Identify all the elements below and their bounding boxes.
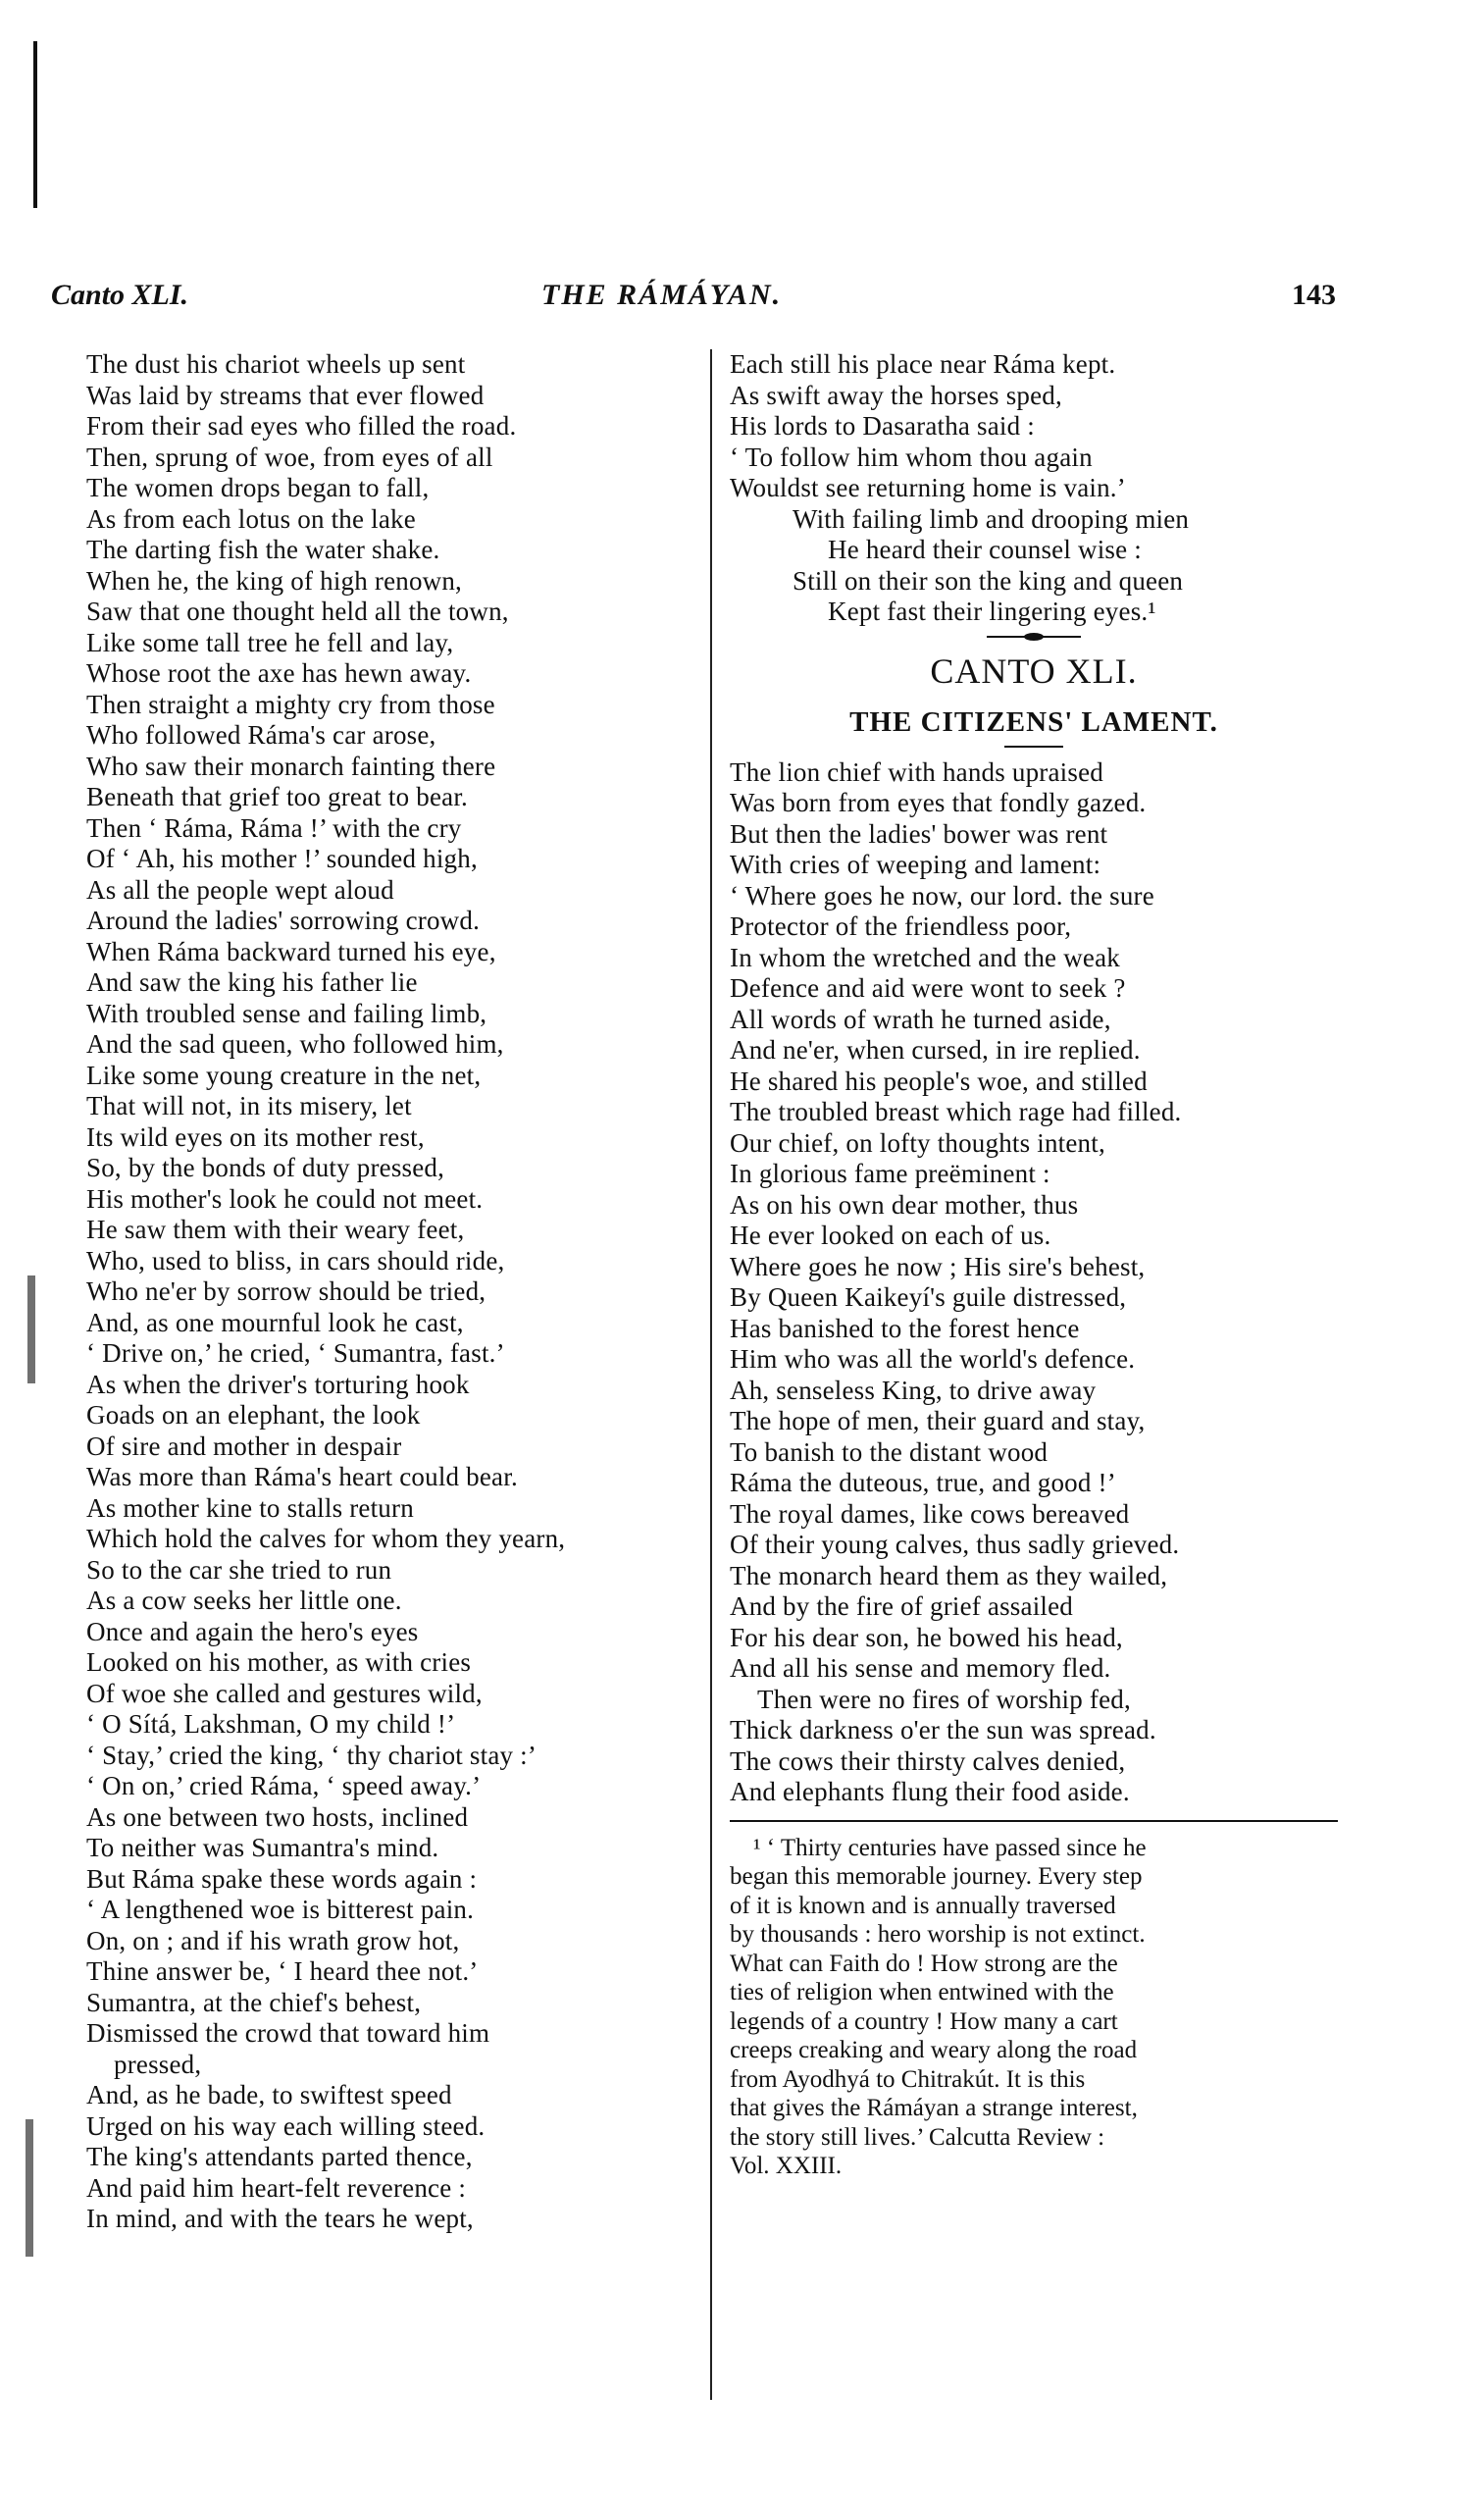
verse-line: Then, sprung of woe, from eyes of all [86, 442, 493, 472]
verse-line: ‘ To follow him whom thou again [730, 442, 1093, 472]
verse-line: The monarch heard them as they wailed, [730, 1560, 1168, 1590]
verse-line: From their sad eyes who filled the road. [86, 411, 517, 441]
verse-line: Was more than Ráma's heart could bear. [86, 1462, 518, 1491]
canto-heading: CANTO XLI. [930, 651, 1138, 691]
subheading-rule [1004, 746, 1063, 748]
verse-line: Who, used to bliss, in cars should ride, [86, 1245, 505, 1275]
verse-line: With failing limb and drooping mien [793, 503, 1190, 534]
verse-line: Kept fast their lingering eyes.¹ [828, 597, 1156, 626]
page-header [51, 279, 1336, 318]
verse-line: And all his sense and memory fled. [730, 1653, 1111, 1683]
verse-line: Was laid by streams that ever flowed [86, 380, 485, 410]
footnote-line: by thousands : hero worship is not extinct. [730, 1921, 1146, 1948]
left-margin-speck [27, 1275, 35, 1383]
verse-line: As mother kine to stalls return [86, 1492, 414, 1523]
verse-line: Has banished to the forest hence [730, 1313, 1080, 1343]
verse-line: Of woe she called and gestures wild, [86, 1678, 483, 1708]
verse-line: That will not, in its misery, let [86, 1091, 412, 1120]
verse-line: To neither was Sumantra's mind. [86, 1833, 439, 1862]
verse-line: Of sire and mother in despair [86, 1431, 402, 1461]
verse-line: So, by the bonds of duty pressed, [86, 1153, 445, 1182]
running-head-canto: Canto XLI. [51, 279, 189, 311]
verse-line: And paid him heart-felt reverence : [86, 2172, 467, 2203]
right-column [730, 349, 1338, 2181]
verse-line: ‘ On on,’ cried Ráma, ‘ speed away.’ [86, 1771, 482, 1800]
canto-verse-body [730, 757, 1338, 1808]
verse-line: For his dear son, he bowed his head, [730, 1622, 1123, 1652]
verse-line: Urged on his way each willing steed. [86, 2110, 486, 2141]
verse-line: Dismissed the crowd that toward him [86, 2018, 490, 2048]
verse-line: As from each lotus on the lake [86, 503, 416, 534]
verse-line: In glorious fame preëminent : [730, 1159, 1050, 1188]
verse-line: Around the ladies' sorrowing crowd. [86, 906, 481, 935]
verse-line: When he, the king of high renown, [86, 565, 463, 596]
verse-line: Goads on an elephant, the look [86, 1400, 421, 1430]
verse-line: Still on their son the king and queen [793, 565, 1184, 596]
verse-continuation [730, 349, 1338, 504]
verse-line: The women drops began to fall, [86, 473, 430, 502]
verse-line: The king's attendants parted thence, [86, 2142, 473, 2171]
verse-line: Thine answer be, ‘ I heard thee not.’ [86, 1956, 479, 1986]
verse-line: Him who was all the world's defence. [730, 1344, 1136, 1374]
verse-line: The cows their thirsty calves denied, [730, 1745, 1126, 1776]
verse-line: Wouldst see returning home is vain.’ [730, 473, 1126, 502]
verse-line: ‘ Stay,’ cried the king, ‘ thy chariot stay :’ [86, 1740, 537, 1770]
verse-line: The royal dames, like cows bereaved [730, 1498, 1130, 1529]
left-column [86, 349, 694, 2235]
verse-line: Thick darkness o'er the sun was spread. [730, 1715, 1156, 1744]
verse-line: Who followed Ráma's car arose, [86, 720, 436, 750]
verse-line: Who saw their monarch fainting there [86, 751, 496, 781]
verse-line: Of ‘ Ah, his mother !’ sounded high, [86, 844, 478, 873]
verse-line: In whom the wretched and the weak [730, 942, 1120, 972]
verse-line: All words of wrath he turned aside, [730, 1004, 1111, 1034]
verse-line: Each still his place near Ráma kept. [730, 349, 1116, 379]
verse-line: He shared his people's woe, and stilled [730, 1066, 1148, 1096]
verse-line: The lion chief with hands upraised [730, 756, 1103, 787]
verse-line: Which hold the calves for whom they yearn, [86, 1524, 566, 1553]
footnote-line: legends of a country ! How many a cart [730, 2007, 1118, 2035]
column-divider [710, 349, 712, 2400]
footnote-line: the story still lives.’ Calcutta Review : [730, 2123, 1105, 2151]
verse-line: And, as one mournful look he cast, [86, 1307, 464, 1337]
left-margin-binding-line [33, 41, 37, 208]
verse-line: And, as he bade, to swiftest speed [86, 2080, 452, 2109]
verse-line: ‘ Drive on,’ he cried, ‘ Sumantra, fast.’ [86, 1338, 505, 1368]
verse-line: As swift away the horses sped, [730, 380, 1062, 410]
verse-line: Its wild eyes on its mother rest, [86, 1121, 425, 1152]
verse-line: Sumantra, at the chief's behest, [86, 1987, 422, 2017]
verse-indented-stanza [730, 504, 1338, 628]
verse-line: With troubled sense and failing limb, [86, 998, 487, 1028]
verse-line: Defence and aid were wont to seek ? [730, 973, 1126, 1003]
verse-line: The troubled breast which rage had filled. [730, 1097, 1182, 1126]
verse-line: Protector of the friendless poor, [730, 911, 1072, 941]
verse-line: But Ráma spake these words again : [86, 1863, 478, 1894]
footnote-line: ¹ ‘ Thirty centuries have passed since he [753, 1834, 1147, 1861]
verse-line: The hope of men, their guard and stay, [730, 1406, 1146, 1435]
verse-line: ‘ A lengthened woe is bitterest pain. [86, 1895, 475, 1924]
verse-line: Then were no fires of worship fed, [757, 1684, 1131, 1714]
verse-line: And by the fire of grief assailed [730, 1591, 1073, 1621]
footnote-line: creeps creaking and weary along the road [730, 2037, 1138, 2063]
verse-line: He saw them with their weary feet, [86, 1215, 465, 1244]
verse-line: As when the driver's torturing hook [86, 1369, 470, 1399]
verse-line: As on his own dear mother, thus [730, 1189, 1079, 1220]
verse-line: Then ‘ Ráma, Ráma !’ with the cry [86, 812, 462, 843]
verse-line: Ráma the duteous, true, and good !’ [730, 1468, 1116, 1497]
verse-line: His mother's look he could not meet. [86, 1183, 484, 1214]
verse-line: And elephants flung their food aside. [730, 1777, 1130, 1806]
verse-line: When Ráma backward turned his eye, [86, 936, 496, 966]
verse-line: Was born from eyes that fondly gazed. [730, 788, 1147, 817]
verse-line: With cries of weeping and lament: [730, 850, 1101, 879]
verse-line: Beneath that grief too great to bear. [86, 782, 468, 811]
running-head-title: THE RÁMÁYAN. [541, 279, 783, 311]
verse-line: Like some young creature in the net, [86, 1060, 482, 1090]
verse-line: He ever looked on each of us. [730, 1221, 1051, 1250]
verse-line: Saw that one thought held all the town, [86, 597, 509, 626]
verse-line: So to the car she tried to run [86, 1554, 392, 1585]
footnote-rule [730, 1820, 1338, 1822]
verse-line: Once and again the hero's eyes [86, 1616, 419, 1646]
footnote-line: began this memorable journey. Every step [730, 1863, 1143, 1890]
verse-line: ‘ Where goes he now, our lord. the sure [730, 880, 1154, 911]
footnote-line: of it is known and is annually traversed [730, 1892, 1116, 1919]
footnote-line: ties of religion when entwined with the [730, 1979, 1114, 2005]
verse-line: Like some tall tree he fell and lay, [86, 627, 454, 657]
verse-line: As all the people wept aloud [86, 874, 394, 905]
verse-line: Our chief, on lofty thoughts intent, [730, 1127, 1105, 1158]
verse-line: And ne'er, when cursed, in ire replied. [730, 1035, 1141, 1065]
footnote-line: from Ayodhyá to Chitrakút. It is this [730, 2065, 1086, 2093]
verse-line: By Queen Kaikeyí's guile distressed, [730, 1282, 1127, 1312]
verse-line: Ah, senseless King, to drive away [730, 1375, 1097, 1405]
verse-line: Who ne'er by sorrow should be tried, [86, 1276, 486, 1306]
verse-line: Where goes he now ; His sire's behest, [730, 1251, 1146, 1281]
verse-line: He heard their counsel wise : [828, 535, 1142, 564]
left-margin-speck-lower [26, 2119, 33, 2257]
footnote-line: that gives the Rámáyan a strange interest, [730, 2095, 1138, 2121]
verse-line: And the sad queen, who followed him, [86, 1029, 504, 1059]
footnote [730, 1834, 1338, 2181]
verse-line: As a cow seeks her little one. [86, 1586, 402, 1615]
canto-subheading: THE CITIZENS' LAMENT. [849, 705, 1218, 738]
verse-line: pressed, [114, 2049, 202, 2079]
verse-line: As one between two hosts, inclined [86, 1801, 469, 1832]
footnote-line: What can Faith do ! How strong are the [730, 1950, 1118, 1977]
verse-line: And saw the king his father lie [86, 967, 418, 997]
verse-line: The darting fish the water shake. [86, 535, 440, 564]
verse-line: His lords to Dasaratha said : [730, 411, 1035, 441]
verse-line: Of their young calves, thus sadly grieved. [730, 1530, 1180, 1559]
footnote-line: Vol. XXIII. [730, 2153, 843, 2179]
verse-line: In mind, and with the tears he wept, [86, 2204, 474, 2233]
verse-line: ‘ O Sítá, Lakshman, O my child !’ [86, 1709, 456, 1739]
verse-line: The dust his chariot wheels up sent [86, 349, 466, 379]
ornamental-rule [987, 636, 1081, 638]
verse-line: To banish to the distant wood [730, 1436, 1049, 1467]
page-number: 143 [1292, 279, 1336, 311]
verse-line: But then the ladies' bower was rent [730, 818, 1108, 849]
verse-line: Looked on his mother, as with cries [86, 1647, 472, 1677]
verse-line: Whose root the axe has hewn away. [86, 658, 472, 688]
verse-line: On, on ; and if his wrath grow hot, [86, 1925, 460, 1955]
verse-line: Then straight a mighty cry from those [86, 689, 495, 719]
